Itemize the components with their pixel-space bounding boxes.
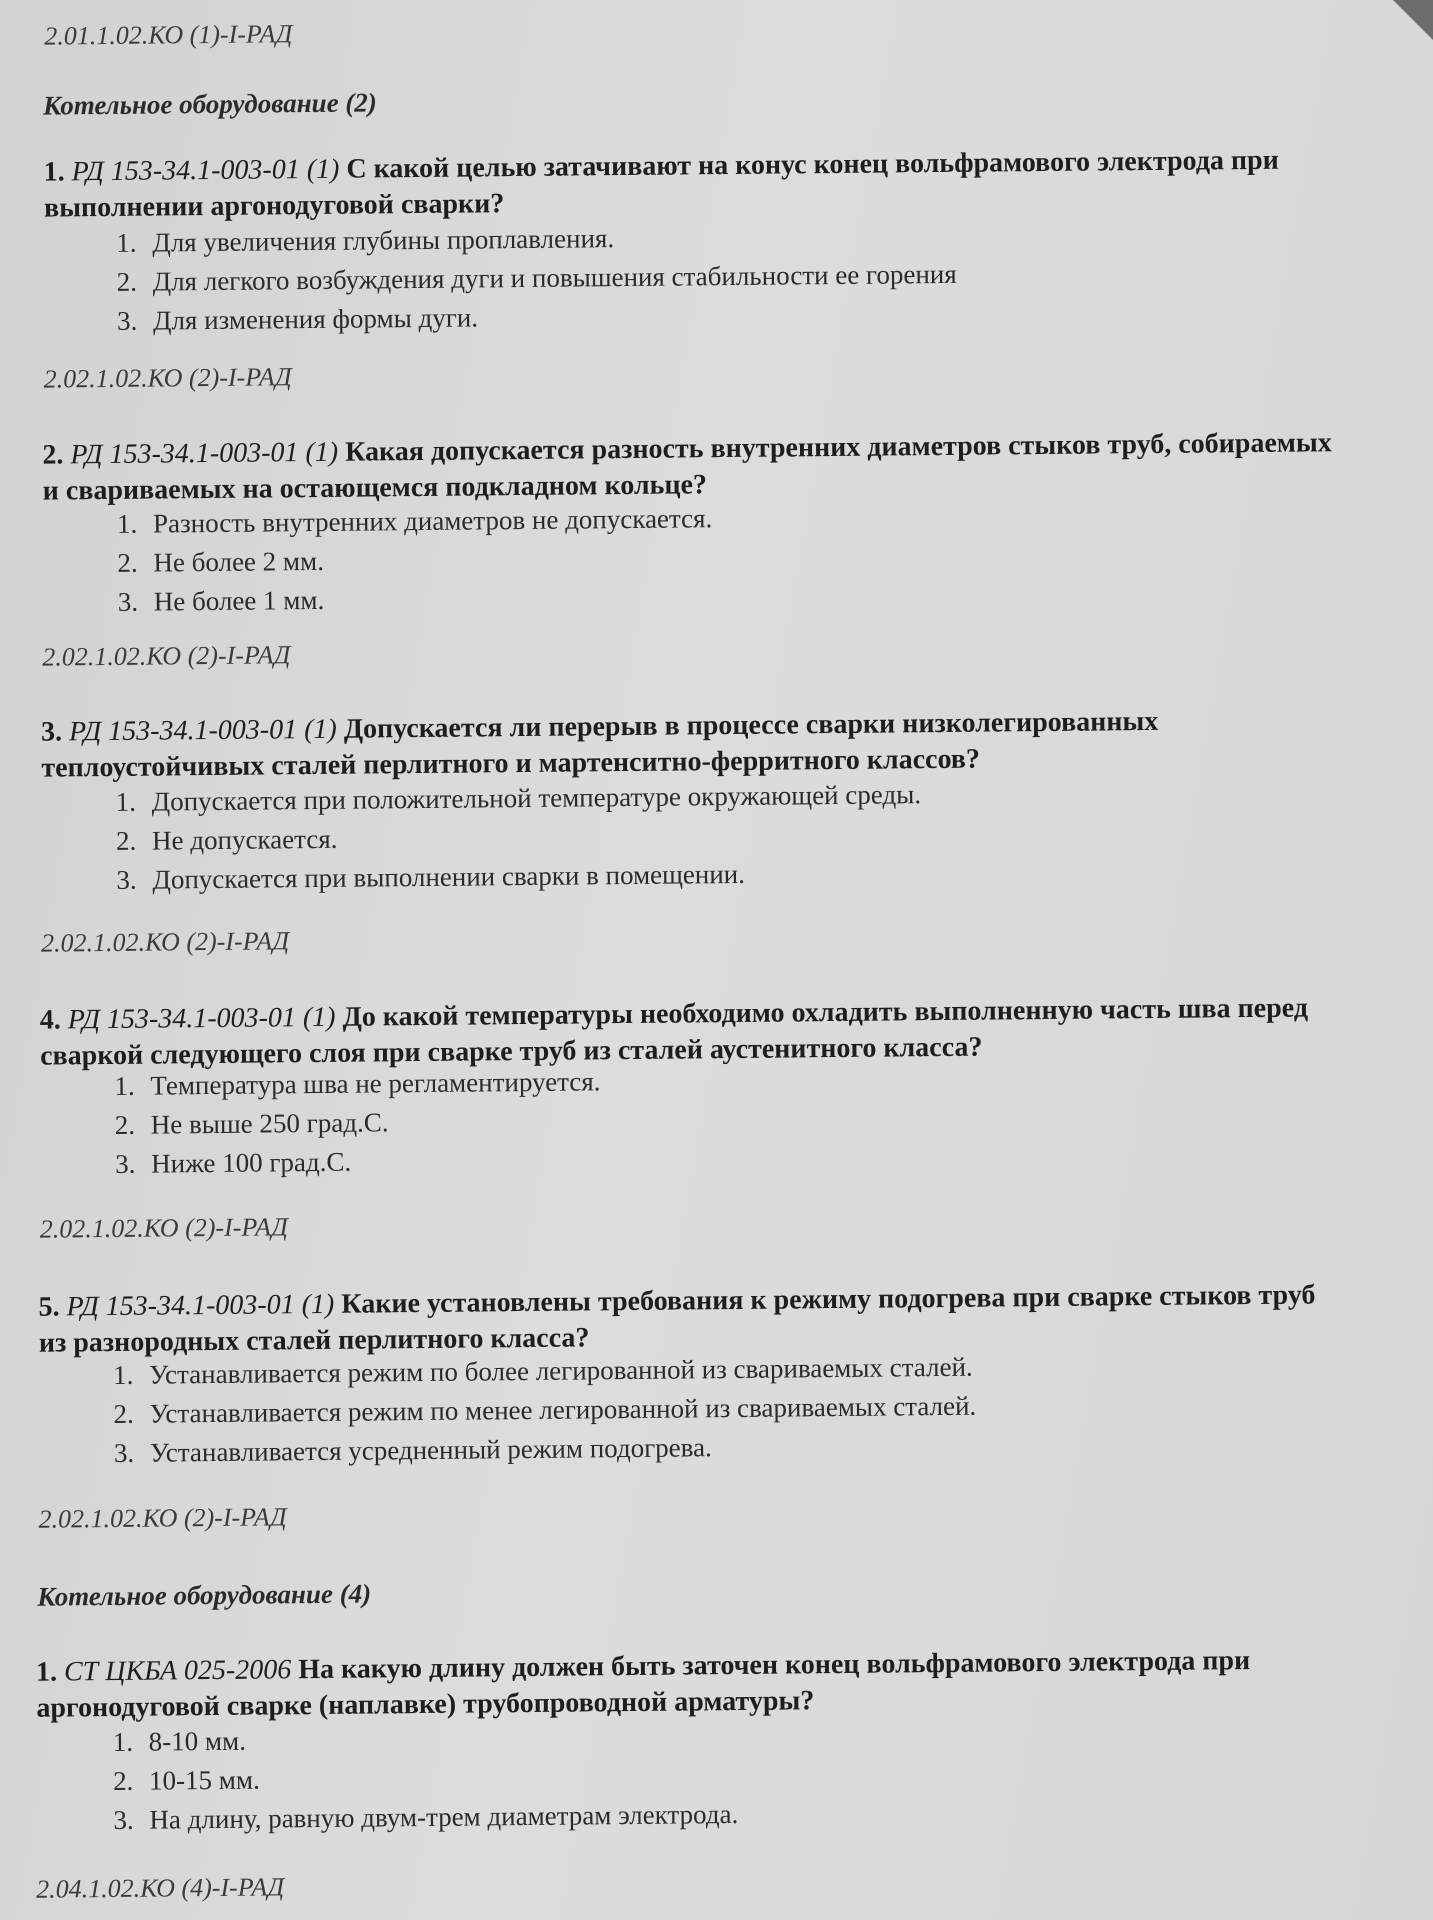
question-number: 2. <box>42 439 64 471</box>
question-body: Какие установлены требования к режиму подогрева при сварке стыков труб <box>341 1279 1316 1320</box>
answer-option: 3. На длину, равную двум-трем диаметрам электрода. <box>113 1798 739 1835</box>
question-body-continued: аргонодуговой сварке (наплавке) трубопроводной арматуры? <box>36 1685 815 1724</box>
question-code: 2.02.1.02.КО (2)-I-РАД <box>40 926 290 958</box>
question-code: 2.02.1.02.КО (2)-I-РАД <box>42 640 291 672</box>
question-code: 2.01.1.02.КО (1)-I-РАД <box>44 19 293 51</box>
answer-list <box>114 1062 601 1184</box>
answer-option: 3. Ниже 100 град.С. <box>115 1146 352 1179</box>
question-body-continued: из разнородных сталей перлитного класса? <box>38 1322 590 1359</box>
answer-option: 2. Устанавливается режим по менее легированной из свариваемых сталей. <box>113 1390 977 1429</box>
question-body-continued: и свариваемых на остающемся подкладном кольце? <box>42 469 708 507</box>
question-body: До какой температуры необходимо охладить выполненную часть шва перед <box>342 992 1309 1033</box>
question-number: 1. <box>43 156 65 188</box>
answer-list <box>117 499 713 622</box>
question-body: На какую длину должен быть заточен конец вольфрамового электрода при <box>298 1645 1251 1686</box>
answer-option: 3. Допускается при выполнении сварки в помещении. <box>116 858 746 895</box>
answer-option: 2. Не выше 250 град.С. <box>114 1107 389 1140</box>
question-body-continued: выполнении аргонодуговой сварки? <box>43 188 505 224</box>
question-body-continued: сваркой следующего слоя при сварке труб из сталей аустенитного класса? <box>39 1031 983 1072</box>
question-reference: РД 153-34.1-003-01 (1) <box>68 713 337 748</box>
question-body: Какая допускается разность внутренних диаметров стыков труб, собираемых <box>344 427 1332 468</box>
answer-option: 2. Не более 2 мм. <box>117 545 325 578</box>
answer-list <box>116 775 922 900</box>
answer-option: 1. Для увеличения глубины проплавления. <box>116 223 615 258</box>
question-text <box>41 701 1433 787</box>
answer-option: 1. Разность внутренних диаметров не допускается. <box>116 503 713 539</box>
question-text <box>40 989 1433 1075</box>
answer-option: 3. Не более 1 мм. <box>117 584 325 617</box>
question-text <box>36 1641 1433 1727</box>
answer-option: 2. Не допускается. <box>115 823 338 856</box>
question-text <box>42 424 1433 510</box>
answer-option: 1. Допускается при положительной температуре окружающей среды. <box>115 779 922 817</box>
question-number: 5. <box>38 1291 60 1323</box>
answer-option: 2. Для легкого возбуждения дуги и повышения стабильности ее горения <box>116 258 957 297</box>
question-number: 3. <box>40 716 63 748</box>
question-reference: РД 153-34.1-003-01 (1) <box>71 153 340 188</box>
question-reference: СТ ЦКБА 025-2006 <box>63 1654 292 1688</box>
question-code: 2.04.1.02.КО (4)-I-РАД <box>35 1872 285 1904</box>
question-body-continued: теплоустойчивых сталей перлитного и мартенситно-ферритного классов? <box>41 743 981 784</box>
answer-option: 3. Для изменения формы дуги. <box>116 302 479 336</box>
answer-option: 1. Температура шва не регламентируется. <box>114 1066 601 1101</box>
question-text <box>43 141 1433 227</box>
section-title: Котельное оборудование (2) <box>42 87 377 121</box>
question-number: 1. <box>35 1656 58 1688</box>
page-corner-shadow <box>1393 0 1433 40</box>
question-body: С какой целью затачивают на конус конец вольфрамового электрода при <box>346 144 1279 185</box>
question-code: 2.02.1.02.КО (2)-I-РАД <box>39 1212 288 1244</box>
question-body: Допускается ли перерыв в процессе сварки низколегированных <box>343 705 1159 745</box>
question-text <box>38 1276 1433 1362</box>
question-code: 2.02.1.02.КО (2)-I-РАД <box>38 1502 287 1534</box>
section-title: Котельное оборудование (4) <box>37 1578 372 1612</box>
answer-option: 1. Устанавливается режим по более легированной из свариваемых сталей. <box>113 1351 973 1390</box>
answer-option: 3. Устанавливается усредненный режим подогрева. <box>113 1432 712 1468</box>
question-reference: РД 153-34.1-003-01 (1) <box>66 1288 335 1323</box>
answer-option: 1. 8-10 мм. <box>112 1725 247 1757</box>
question-number: 4. <box>39 1004 61 1036</box>
question-code: 2.02.1.02.КО (2)-I-РАД <box>43 362 292 394</box>
answer-list <box>116 216 957 341</box>
answer-option: 2. 10-15 мм. <box>112 1764 260 1796</box>
answer-list <box>113 1348 977 1473</box>
answer-list <box>113 1717 739 1840</box>
question-reference: РД 153-34.1-003-01 (1) <box>70 436 339 471</box>
question-reference: РД 153-34.1-003-01 (1) <box>67 1001 336 1036</box>
